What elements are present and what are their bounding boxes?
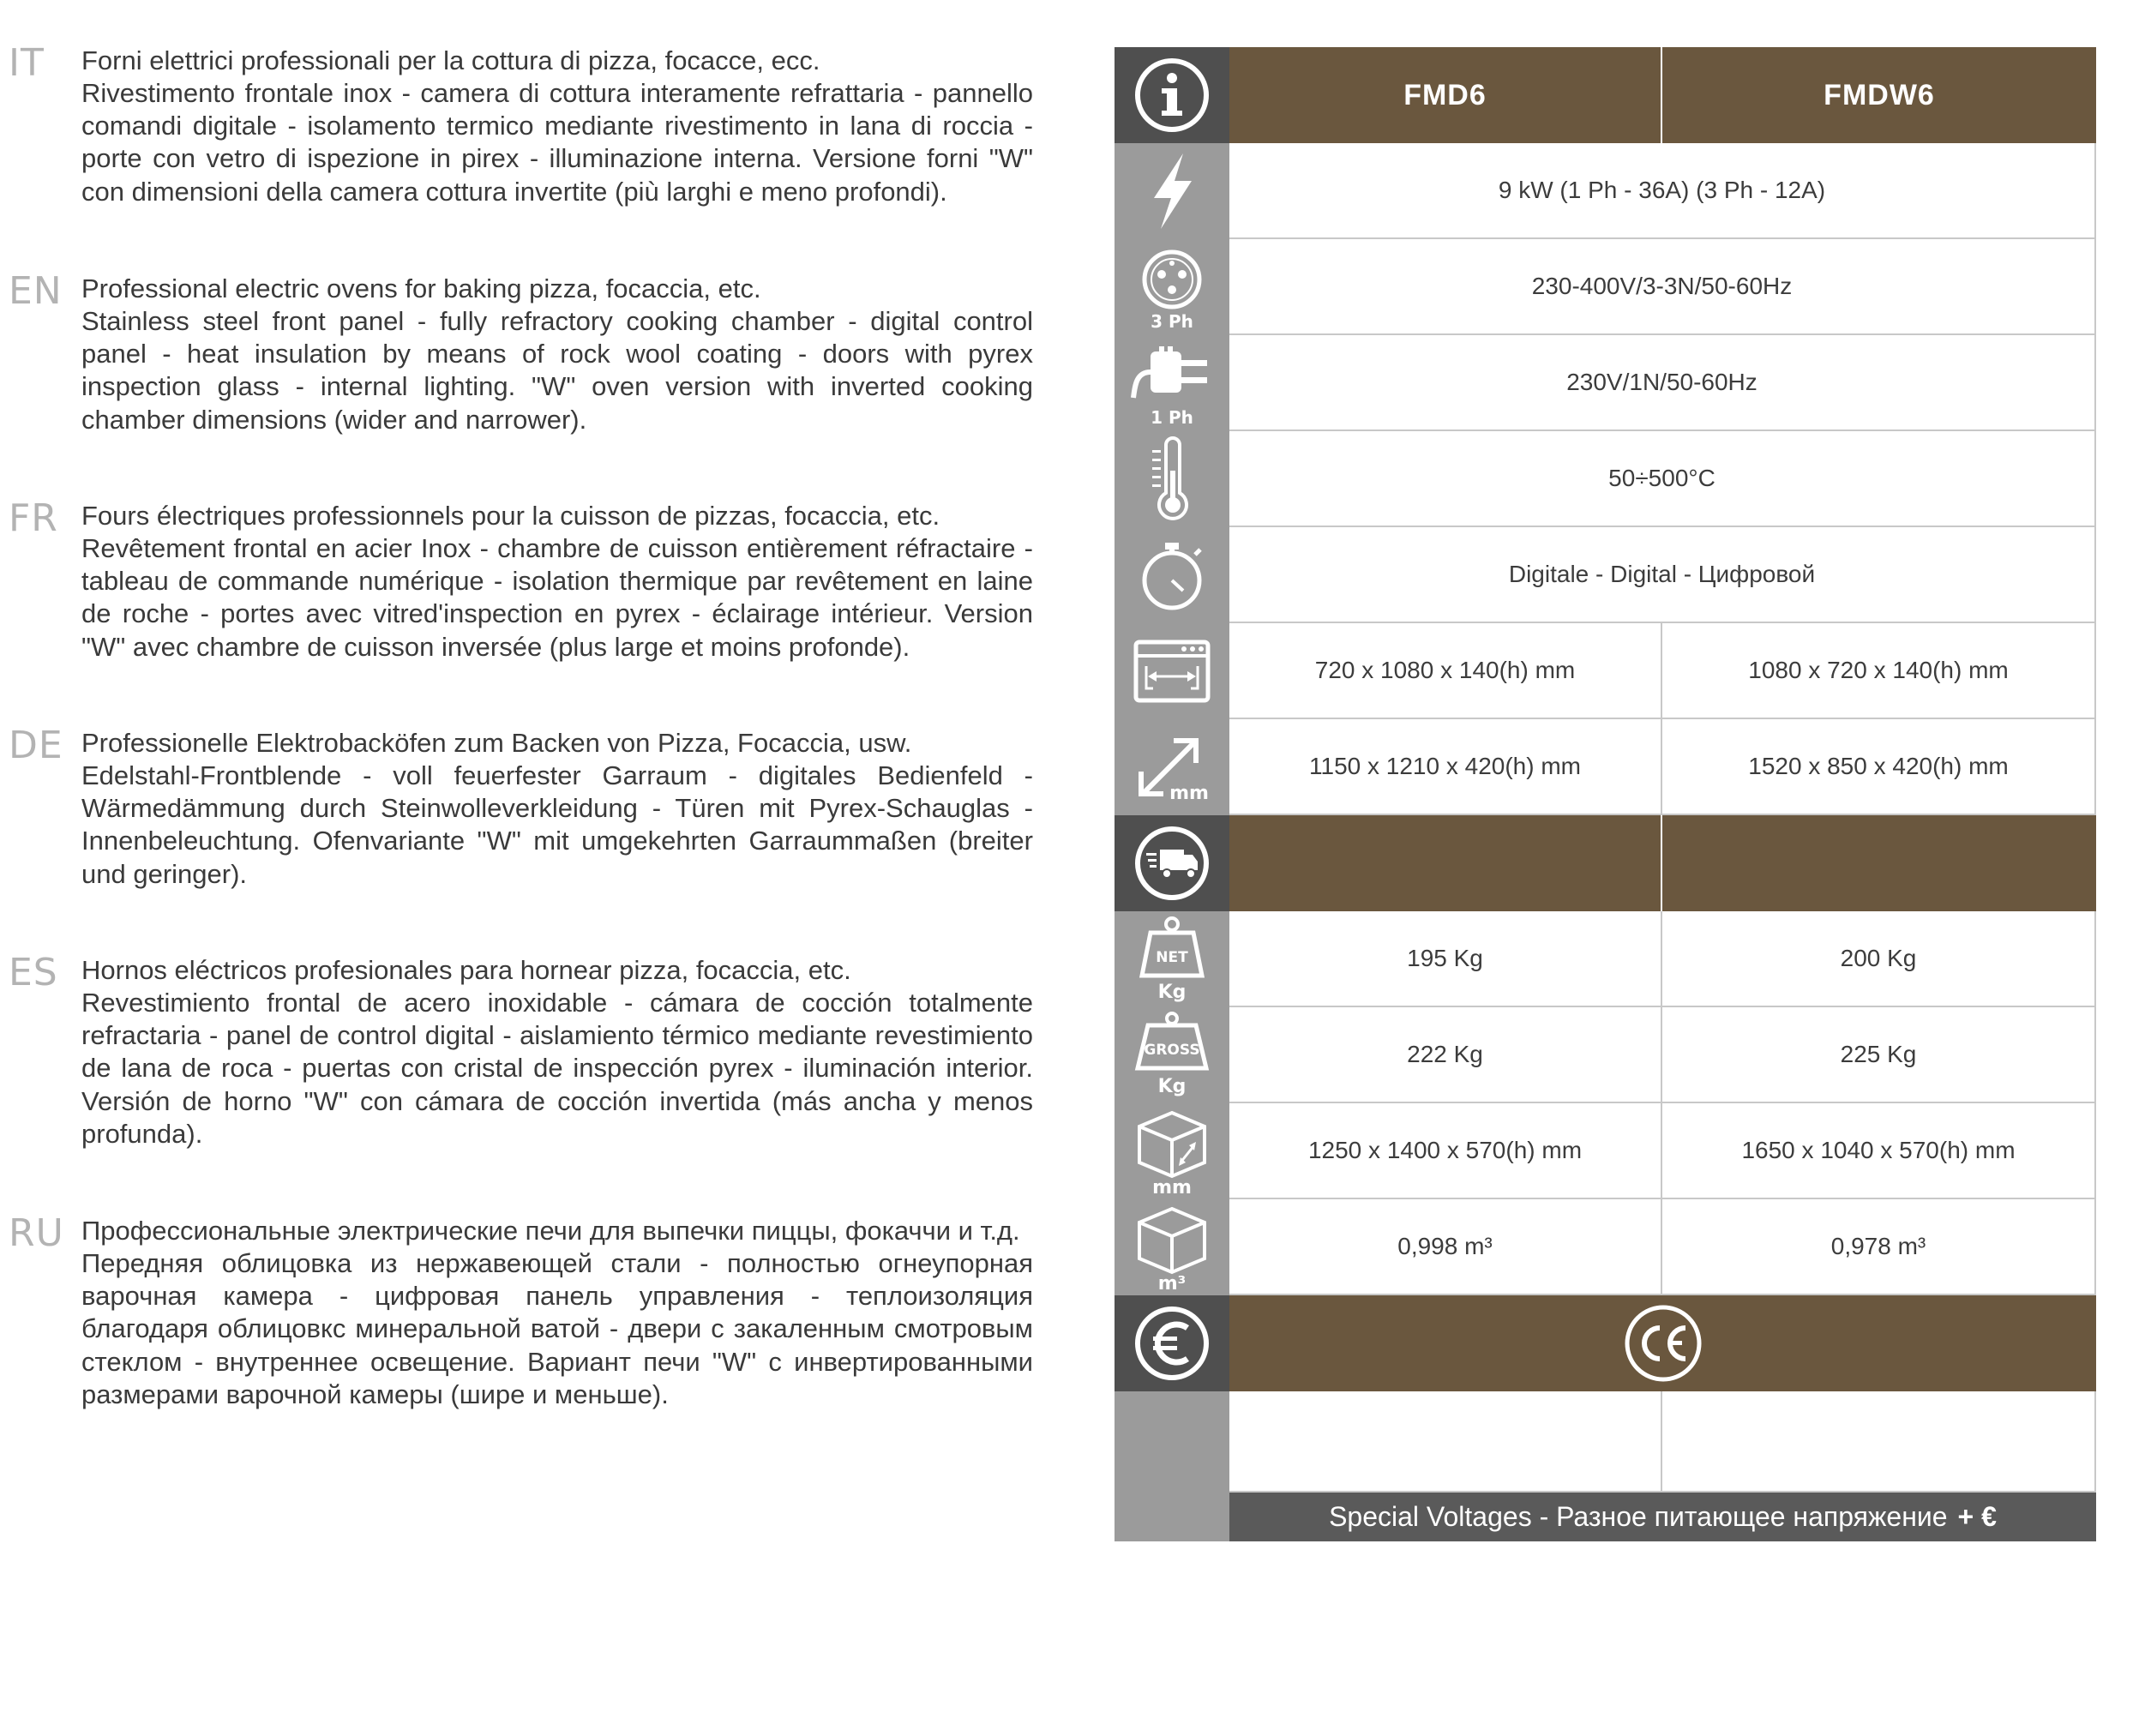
volume-row [1115,1199,2096,1295]
price-header [1229,1295,2096,1391]
gross-weight-value-2: 225 Kg [1662,1007,2096,1103]
lang-body: Revêtement frontal en acier Inox - chambre de cuisson entièrement réfractaire - tableau de commande numérique - isolation thermique par revêtement en laine de roche - portes avec vitred'inspection en pyrex - éclairage intérieur. Version "W" avec chambre de cuisson inversée (plus large et moins profonde). [81,533,1033,662]
price-icon-cell [1115,1391,1229,1493]
external-value-1: 1150 x 1210 x 420(h) mm [1229,719,1662,815]
lang-title: Fours électriques professionnels pour la cuisson de pizzas, focaccia, etc. [81,501,940,531]
control-row [1115,527,2096,623]
external-row [1115,719,2096,815]
lang-code: EN [9,269,63,313]
volume-value-2: 0,978 m³ [1662,1199,2096,1295]
mm-label: mm [1152,1177,1192,1197]
voltage-1ph-row [1115,335,2096,431]
timer-icon [1115,527,1229,623]
price-value-2 [1662,1391,2096,1493]
lang-body: Revestimiento frontal de acero inoxidable - cámara de cocción totalmente refractaria - panel de control digital - aislamiento térmico mediante revestimiento de lana de roca - puertas con cristal de inspección pyrex - iluminación interior. Versión de horno "W" con cámara de cocción invertida (más ancha y menos profunda). [81,988,1033,1149]
lang-title: Hornos eléctricos profesionales para hornear pizza, focaccia, etc. [81,955,851,985]
price-value-1 [1229,1391,1662,1493]
chamber-value-2: 1080 x 720 x 140(h) mm [1662,623,2096,719]
gross-weight-value-1: 222 Kg [1229,1007,1662,1103]
lang-body: Rivestimento frontale inox - camera di cottura interamente refrattaria - pannello comandi digitale - isolamento termico mediante rivestimento in lana di roccia - porte con vetro di ispezione in pirex - illuminazione interna. Versione forni "W" con dimensioni della camera cottura invertite (più larghi e meno profondi). [81,78,1033,207]
chamber-row [1115,623,2096,719]
net-weight-value-2: 200 Kg [1662,911,2096,1007]
lang-code: FR [9,496,58,540]
gross-label: GROSS [1144,1042,1200,1059]
net-label: NET [1156,949,1188,966]
special-icon-cell [1115,1493,1229,1541]
delivery-truck-icon [1115,815,1229,911]
lang-code: DE [9,724,63,767]
lang-body: Edelstahl-Frontblende - voll feuerfester Garraum - digitales Bedienfeld - Wärmedämmung durch Steinwolleverkleidung - Türen mit Pyrex-Schauglas - Innenbeleuchtung. Ofenvariante "W" mit umgekehrten Garraummaßen (breiter und geringer). [81,760,1033,889]
info-icon [1115,47,1229,143]
voltage-1ph-value: 230V/1N/50-60Hz [1229,335,2096,431]
delivery-header-1 [1229,815,1662,911]
lang-title: Professionelle Elektrobacköfen zum Backen von Pizza, Focaccia, usw. [81,728,912,758]
packing-value-2: 1650 x 1040 x 570(h) mm [1662,1103,2096,1199]
plug-icon [1115,335,1229,431]
price-header-row [1115,1295,2096,1391]
dimensions-arrow-icon [1115,719,1229,815]
gross-weight-row [1115,1007,2096,1103]
kg-label: Kg [1157,982,1187,1003]
three-phase-socket-icon [1115,239,1229,335]
lang-body: Stainless steel front panel - fully refractory cooking chamber - digital control panel - heat insulation by means of rock wool coating - doors with pyrex inspection glass - internal lighting. "W" oven version with inverted cooking chamber dimensions (wider and narrower). [81,306,1033,435]
thermometer-icon [1115,431,1229,527]
oven-chamber-icon [1115,623,1229,719]
lang-body: Передняя облицовка из нержавеющей стали - полностью огнеупорная варочная камера - цифровая панель управления - теплоизоляция благодаря облицовкс минеральной ватой - двери с закаленным смотровым стеклом - внутреннее освещение. Вариант печи "W" с инвертированными размерами варочной камеры (шире и меньше). [81,1248,1033,1409]
model-header-1: FMD6 [1229,47,1662,143]
ce-mark-icon [1622,1302,1704,1385]
package-dimensions-icon [1115,1103,1229,1199]
price-row [1115,1391,2096,1493]
lang-title: Профессиональные электрические печи для выпечки пиццы, фокаччи и т.д. [81,1216,1020,1246]
euro-icon [1115,1295,1229,1391]
external-value-2: 1520 x 850 x 420(h) mm [1662,719,2096,815]
delivery-header-2 [1662,815,2096,911]
delivery-row [1115,815,2096,911]
lang-title: Professional electric ovens for baking pizza, focaccia, etc. [81,273,761,303]
lang-title: Forni elettrici professionali per la cottura di pizza, focacce, ecc. [81,45,820,75]
special-voltages-extra: + € [1957,1501,1997,1532]
control-value: Digitale - Digital - Цифровой [1229,527,2096,623]
kg-label: Kg [1157,1076,1187,1097]
package-volume-icon [1115,1199,1229,1295]
lang-code: IT [9,41,45,85]
m3-label: m³ [1157,1273,1187,1293]
model-header-2: FMDW6 [1662,47,2096,143]
power-row [1115,143,2096,239]
phase3-label: 3 Ph [1151,311,1193,332]
phase1-label: 1 Ph [1151,407,1193,428]
temperature-value: 50÷500°C [1229,431,2096,527]
net-weight-row [1115,911,2096,1007]
lang-code: ES [9,951,58,994]
voltage-3ph-row [1115,239,2096,335]
lang-code: RU [9,1211,64,1255]
mm-label: mm [1169,783,1209,804]
chamber-value-1: 720 x 1080 x 140(h) mm [1229,623,1662,719]
header-row [1115,47,2096,143]
net-weight-icon [1115,911,1229,1007]
packing-value-1: 1250 x 1400 x 570(h) mm [1229,1103,1662,1199]
lightning-icon [1115,143,1229,239]
special-voltages-bar [1229,1493,2096,1541]
temperature-row [1115,431,2096,527]
voltage-3ph-value: 230-400V/3-3N/50-60Hz [1229,239,2096,335]
net-weight-value-1: 195 Kg [1229,911,1662,1007]
packing-row [1115,1103,2096,1199]
volume-value-1: 0,998 m³ [1229,1199,1662,1295]
gross-weight-icon [1115,1007,1229,1103]
power-value: 9 kW (1 Ph - 36A) (3 Ph - 12A) [1229,143,2096,239]
special-voltages-text: Special Voltages - Разное питающее напряжение [1329,1501,1948,1532]
